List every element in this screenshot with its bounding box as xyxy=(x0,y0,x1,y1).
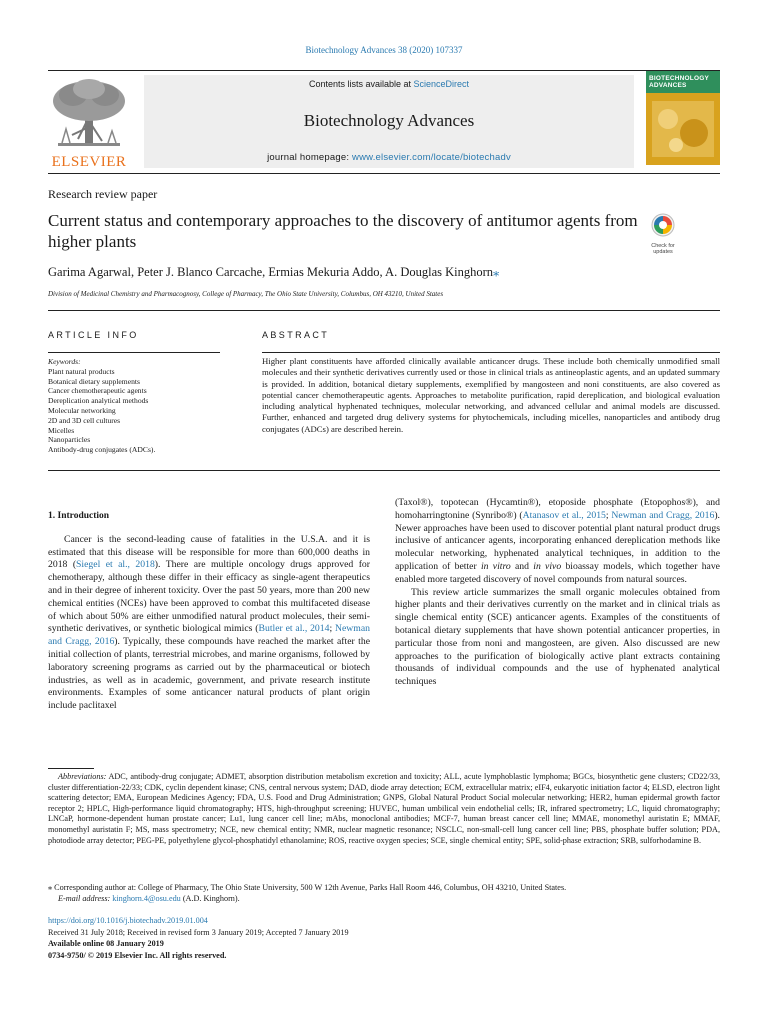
text-run: and xyxy=(510,560,534,572)
publication-info xyxy=(48,915,720,961)
corresponding-author-address: ⁎ Corresponding author at: College of Pharmacy, The Ohio State University, 500 W 12th Avenue, Parks Hall Room 446, Columbus, OH 43210, United States. xyxy=(48,883,567,892)
keyword: Antibody-drug conjugates (ADCs). xyxy=(48,445,156,455)
email-label: E-mail address: xyxy=(58,894,111,903)
section-divider xyxy=(48,310,720,311)
abstract-text: Higher plant constituents have afforded clinically available anticancer drugs. These include both chemically unmodified small molecules and their synthetic derivatives currently used or those in clinical trials as antineoplastic agents, and an updated summary is provided. In addition, botanical dietary supplements, exemplified by mangosteen and noni constituents, are also covered as potential cancer chemotherapeutic agents. Approaches to metabolite purification, rapid dereplication, and biological evaluation including analytical hyphenated techniques, molecular networking, and advanced cellular and animal models are discussed. Further, enhanced and targeted drug delivery systems for phytochemicals, including micelles, nanoparticles and antibody drug conjugates (ADCs) are described herein. xyxy=(262,356,720,434)
contents-prefix: Contents lists available at xyxy=(308,79,414,89)
italic-term: in vivo xyxy=(533,560,562,572)
citation-link[interactable]: Siegel et al., 2018 xyxy=(76,559,155,571)
sciencedirect-link[interactable]: ScienceDirect xyxy=(413,79,470,89)
text-run: bioassay models, which together have enabled more targeted discovery of novel compounds from natural sources. xyxy=(395,560,720,585)
citation-link[interactable]: Newman and Cragg, 2016 xyxy=(611,509,715,521)
keyword: Dereplication analytical methods xyxy=(48,396,149,406)
keyword: Molecular networking xyxy=(48,405,116,415)
citation-link[interactable]: Butler et al., 2014 xyxy=(258,623,330,635)
keywords-list xyxy=(48,357,220,455)
text-run: ). There are multiple oncology drugs approved for chemotherapy, although these differ in their efficacy as single-agent therapeutics and in their degree of inherent toxicity. Over the past 50 years, more than 200 new chemical entities (NCEs) have been approved to combat this multifaceted disease of which about 50% are either unmodified natural product molecules, their semi-synthetic derivatives, or synthetic biological mimics ( xyxy=(48,559,370,635)
intro-paragraph-2: This review article summarizes the small organic molecules obtained from higher plants and their derivatives currently on the market and in clinical trials as single chemical entity (SCE) anticancer agents. Examples of the constituents of botanical dietary supplements that have shown potential anticancer properties, in particular those from noni and mangosteen, are given. Also discussed are new approaches to the purification of biologically active plant extracts containing thousands of individual compounds and the use of hyphenated analytical techniques xyxy=(395,586,720,688)
email-line xyxy=(48,893,720,904)
publisher-name: ELSEVIER xyxy=(51,154,127,170)
intro-paragraph-1-continued xyxy=(395,497,720,587)
check-for-updates-icon xyxy=(646,212,680,238)
article-info-heading: ARTICLE INFO xyxy=(48,330,139,340)
keyword: Plant natural products xyxy=(48,366,115,376)
text-run: ). Typically, these compounds have reached the market after the initial collection of plants, terrestrial microbes, and marine organisms, followed by laboratory screening programs as carried out by the pharmaceutical or biotech industries, as well as in academic, government, and private research institute environments. Examples of some anticancer natural products of plant origin include paclitaxel xyxy=(48,636,370,712)
abstract-bottom-divider xyxy=(48,470,720,471)
text-run: ; xyxy=(329,623,336,635)
check-for-updates-badge[interactable] xyxy=(646,212,680,255)
journal-title: Biotechnology Advances xyxy=(303,111,475,130)
corresponding-author-mark[interactable]: ⁎ xyxy=(493,265,500,279)
abstract-heading: ABSTRACT xyxy=(262,330,330,340)
intro-paragraph-1 xyxy=(48,534,370,713)
abbreviations-label: Abbreviations: xyxy=(58,772,107,781)
citation-link[interactable]: Newman and Cragg, 2016 xyxy=(48,623,370,648)
homepage-prefix: journal homepage: xyxy=(267,152,353,163)
affiliation: Division of Medicinal Chemistry and Pharmacognosy, College of Pharmacy, The Ohio State University, Columbus, OH 43210, United States xyxy=(48,290,444,298)
doi-link[interactable]: https://doi.org/10.1016/j.biotechadv.2019.01.004 xyxy=(48,916,208,925)
keyword: Nanoparticles xyxy=(48,435,91,445)
available-online: Available online 08 January 2019 xyxy=(48,939,164,948)
elsevier-tree-icon xyxy=(48,77,130,151)
email-link[interactable]: kinghorn.4@osu.edu xyxy=(112,894,181,903)
paper-title: Current status and contemporary approaches to the discovery of antitumor agents from higher plants xyxy=(48,211,638,251)
body-column-right xyxy=(395,497,720,689)
journal-cover[interactable] xyxy=(646,71,720,165)
article-info-divider xyxy=(48,352,220,353)
text-run: ; xyxy=(605,509,612,521)
keyword: Cancer chemotherapeutic agents xyxy=(48,386,147,396)
keywords-title: Keywords: xyxy=(48,357,81,366)
masthead xyxy=(48,70,720,174)
footnote-divider xyxy=(48,768,94,769)
received-dates: Received 31 July 2018; Received in revised form 3 January 2019; Accepted 7 January 2019 xyxy=(48,927,349,937)
check-for-updates-label: Check for updates xyxy=(651,243,675,255)
cover-title: BIOTECHNOLOGY ADVANCES xyxy=(649,75,709,89)
keyword: 2D and 3D cell cultures xyxy=(48,415,121,425)
copyright: 0734-9750/ © 2019 Elsevier Inc. All rights reserved. xyxy=(48,950,227,960)
masthead-center xyxy=(144,75,634,168)
author-list: Garima Agarwal, Peter J. Blanco Carcache, Ermias Mekuria Addo, A. Douglas Kinghorn xyxy=(48,265,494,279)
abstract-divider xyxy=(262,352,720,353)
text-run: Cancer is the second-leading cause of fatalities in the U.S.A. and it is estimated that this disease will be responsible for more than 600,000 deaths in 2018 ( xyxy=(48,533,370,571)
email-suffix: (A.D. Kinghorn). xyxy=(180,894,240,903)
homepage-line xyxy=(144,152,634,163)
journal-reference[interactable]: Biotechnology Advances 38 (2020) 107337 xyxy=(305,45,463,55)
text-run: (Taxol®), topotecan (Hycamtin®), etoposide phosphate (Etopophos®), and homoharringtonine (Synribo®) ( xyxy=(395,497,720,521)
italic-term: in vitro xyxy=(480,560,511,572)
abbreviations-footnote xyxy=(48,772,720,846)
section-heading-introduction: 1. Introduction xyxy=(48,511,110,521)
body-column-left xyxy=(48,510,370,713)
elsevier-logo xyxy=(48,77,130,169)
contents-line xyxy=(144,79,634,89)
paper-type: Research review paper xyxy=(48,187,158,201)
corresponding-author-footnote xyxy=(48,882,720,904)
homepage-link[interactable]: www.elsevier.com/locate/biotechadv xyxy=(352,152,511,163)
cover-pattern-icon xyxy=(646,93,720,165)
authors xyxy=(48,264,499,280)
keyword: Micelles xyxy=(48,425,75,435)
keyword: Botanical dietary supplements xyxy=(48,376,140,386)
abbreviations-text: ADC, antibody-drug conjugate; ADMET, absorption distribution metabolism excretion and toxicity; ALL, acute lymphoblastic lymphoma; BGCs, biosynthetic gene clusters; CD22/33, cluster differentiation-22/33; CDK, cyclin dependent kinase; CNS, central nervous system; DAD, diode array detection; ECM, extracellular matrix; eIF4, eukaryotic initiation factor 4; ELSD, electron light scattering detector; EMA, European Medicines Agency; FDA, U.S. Food and Drug Administration; GNPS, Global Natural Product Social molecular networking; HER2, human epidermal growth factor receptor 2; HPLC, High-performance liquid chromatography; HTS, high-throughput screening; HUVEC, human umbilical vein endothelial cells; IR, infrared spectrometry; LC, liquid chromatography; LNCaP, hormone-dependent human prostate cancer; Lu1, lung cancer cell line; mAbs, monoclonal antibodies; MCF-7, human breast cancer cell line; MMAE, monomethyl auristatin E; MMAF, monomethyl auristatin F; MS, mass spectrometry; NCE, new chemical entity; NMR, nuclear magnetic resonance; NSCLC, non-small-cell lung cancer cell line; PBS, phosphate buffer solution; PDA, photodiode array detector; PEG-PE, polyethylene glycol-phosphatidyl ethanolamine; ROS, reactive oxygen species; SCE, single chemical entity; SPE, solid-phase extraction; SRB, sulforhodamine B. xyxy=(48,772,720,845)
citation-link[interactable]: Atanasov et al., 2015 xyxy=(522,509,606,521)
text-run: ). Newer approaches have been used to discover potential plant natural product drugs inclusive of anticancer agents, incorporating enhanced dereplication methods like molecular networking, hyphenated analytical techniques, in addition to the application of better xyxy=(395,509,720,572)
